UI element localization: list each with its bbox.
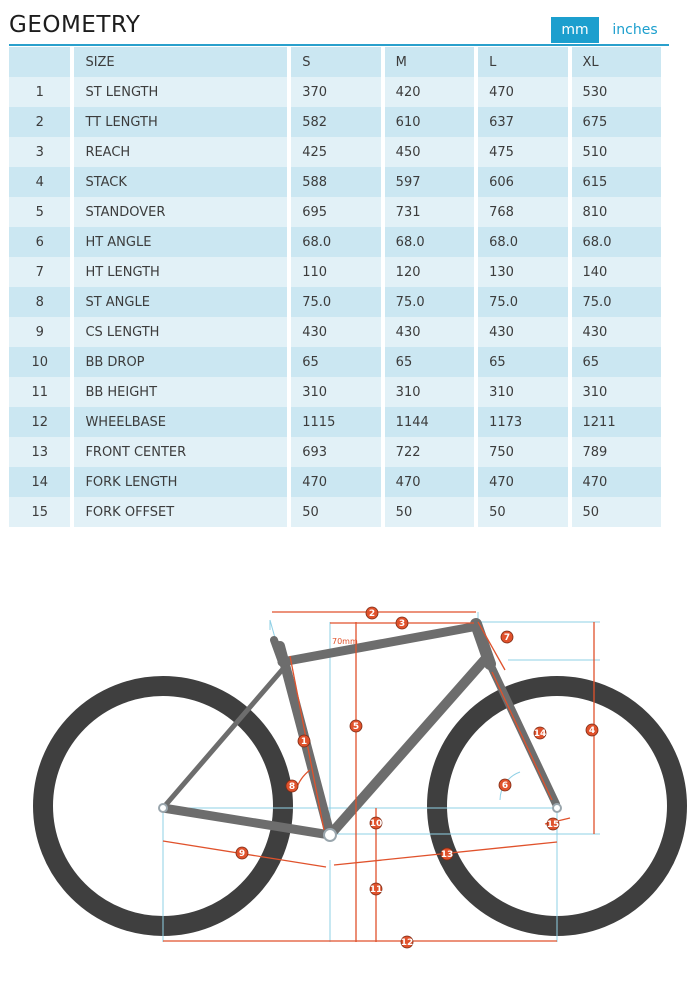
row-number-cell: 8 — [9, 287, 70, 317]
dimension-marker-label: 3 — [398, 619, 406, 629]
table-row — [9, 197, 661, 227]
row-label-cell: HT ANGLE — [74, 227, 287, 257]
dimension-marker-label: 11 — [369, 885, 383, 895]
value-cell-l: 470 — [478, 467, 567, 497]
value-cell-s: 110 — [291, 257, 380, 287]
value-cell-s: 695 — [291, 197, 380, 227]
row-label-cell: FRONT CENTER — [74, 437, 287, 467]
unit-toggle-inches[interactable]: inches — [612, 22, 658, 38]
table-row — [9, 287, 661, 317]
row-number-cell: 12 — [9, 407, 70, 437]
value-cell-m: 597 — [385, 167, 474, 197]
table-row — [9, 407, 661, 437]
value-cell-s: 65 — [291, 347, 380, 377]
value-cell-m: 731 — [385, 197, 474, 227]
row-number-cell: 15 — [9, 497, 70, 527]
value-cell-m: 50 — [385, 497, 474, 527]
geometry-table — [5, 47, 665, 527]
row-number-cell: 9 — [9, 317, 70, 347]
row-number-cell: 5 — [9, 197, 70, 227]
value-cell-l: 68.0 — [478, 227, 567, 257]
top-tube — [282, 626, 478, 662]
row-label-cell: WHEELBASE — [74, 407, 287, 437]
row-number-cell: 6 — [9, 227, 70, 257]
value-cell-xl: 140 — [572, 257, 661, 287]
dimension-marker-label: 5 — [352, 722, 360, 732]
table-row — [9, 257, 661, 287]
value-cell-m: 420 — [385, 77, 474, 107]
value-cell-xl: 75.0 — [572, 287, 661, 317]
value-cell-xl: 310 — [572, 377, 661, 407]
front-axle-icon — [553, 804, 561, 812]
value-cell-m: 68.0 — [385, 227, 474, 257]
dimension-marker-label: 4 — [588, 726, 596, 736]
value-cell-s: 75.0 — [291, 287, 380, 317]
table-row — [9, 317, 661, 347]
value-cell-l: 130 — [478, 257, 567, 287]
value-cell-m: 75.0 — [385, 287, 474, 317]
value-cell-s: 370 — [291, 77, 380, 107]
value-cell-s: 588 — [291, 167, 380, 197]
value-cell-xl: 50 — [572, 497, 661, 527]
chain-stay — [163, 808, 330, 835]
row-number-cell: 11 — [9, 377, 70, 407]
dimension-marker-label: 7 — [503, 633, 511, 643]
value-cell-xl: 510 — [572, 137, 661, 167]
row-label-cell: TT LENGTH — [74, 107, 287, 137]
value-cell-l: 75.0 — [478, 287, 567, 317]
value-cell-s: 425 — [291, 137, 380, 167]
value-cell-l: 430 — [478, 317, 567, 347]
value-cell-s: 310 — [291, 377, 380, 407]
row-label-cell: STANDOVER — [74, 197, 287, 227]
row-label-cell: FORK LENGTH — [74, 467, 287, 497]
table-header-row — [9, 47, 661, 77]
bike-geometry-diagram — [0, 560, 696, 1000]
value-cell-xl: 65 — [572, 347, 661, 377]
bottom-bracket-icon — [324, 829, 336, 841]
table-row — [9, 107, 661, 137]
value-cell-xl: 68.0 — [572, 227, 661, 257]
value-cell-m: 1144 — [385, 407, 474, 437]
row-label-cell: HT LENGTH — [74, 257, 287, 287]
seat-tube-offset-label: 70mm — [332, 637, 358, 646]
value-cell-m: 120 — [385, 257, 474, 287]
header-size-m: M — [385, 47, 474, 77]
value-cell-s: 68.0 — [291, 227, 380, 257]
dimension-marker-label: 14 — [533, 729, 547, 739]
dimension-marker-label: 9 — [238, 849, 246, 859]
value-cell-l: 1173 — [478, 407, 567, 437]
table-row — [9, 227, 661, 257]
header-size-cell: SIZE — [74, 47, 287, 77]
table-row — [9, 347, 661, 377]
value-cell-xl: 675 — [572, 107, 661, 137]
dimension-marker-label: 10 — [369, 819, 383, 829]
value-cell-s: 1115 — [291, 407, 380, 437]
value-cell-s: 693 — [291, 437, 380, 467]
value-cell-m: 610 — [385, 107, 474, 137]
row-number-cell: 7 — [9, 257, 70, 287]
dimension-marker-label: 8 — [288, 782, 296, 792]
title-underline — [9, 44, 669, 46]
row-number-cell: 14 — [9, 467, 70, 497]
table-row — [9, 77, 661, 107]
value-cell-m: 65 — [385, 347, 474, 377]
dimension-marker-label: 6 — [501, 781, 509, 791]
row-label-cell: ST ANGLE — [74, 287, 287, 317]
header-size-xl: XL — [572, 47, 661, 77]
row-number-cell: 2 — [9, 107, 70, 137]
value-cell-xl: 789 — [572, 437, 661, 467]
row-label-cell: BB HEIGHT — [74, 377, 287, 407]
value-cell-m: 430 — [385, 317, 474, 347]
row-number-cell: 10 — [9, 347, 70, 377]
header-num-cell — [9, 47, 70, 77]
value-cell-s: 50 — [291, 497, 380, 527]
table-row — [9, 377, 661, 407]
dimension-marker-label: 13 — [440, 850, 454, 860]
value-cell-s: 470 — [291, 467, 380, 497]
row-label-cell: ST LENGTH — [74, 77, 287, 107]
value-cell-xl: 810 — [572, 197, 661, 227]
value-cell-m: 310 — [385, 377, 474, 407]
dimension-marker-label: 2 — [368, 609, 376, 619]
value-cell-xl: 430 — [572, 317, 661, 347]
row-label-cell: FORK OFFSET — [74, 497, 287, 527]
dimension-marker-label: 1 — [300, 737, 308, 747]
table-row — [9, 167, 661, 197]
value-cell-l: 50 — [478, 497, 567, 527]
row-label-cell: CS LENGTH — [74, 317, 287, 347]
value-cell-m: 450 — [385, 137, 474, 167]
value-cell-m: 722 — [385, 437, 474, 467]
value-cell-l: 65 — [478, 347, 567, 377]
row-number-cell: 13 — [9, 437, 70, 467]
row-label-cell: REACH — [74, 137, 287, 167]
row-label-cell: STACK — [74, 167, 287, 197]
value-cell-xl: 470 — [572, 467, 661, 497]
table-row — [9, 497, 661, 527]
value-cell-l: 475 — [478, 137, 567, 167]
table-row — [9, 437, 661, 467]
value-cell-s: 430 — [291, 317, 380, 347]
value-cell-xl: 1211 — [572, 407, 661, 437]
table-row — [9, 467, 661, 497]
value-cell-l: 606 — [478, 167, 567, 197]
dimension-marker-label: 15 — [546, 820, 560, 830]
value-cell-l: 637 — [478, 107, 567, 137]
value-cell-m: 470 — [385, 467, 474, 497]
header-size-s: S — [291, 47, 380, 77]
dimension-marker-label: 12 — [400, 938, 414, 948]
rear-axle-icon — [159, 804, 167, 812]
value-cell-s: 582 — [291, 107, 380, 137]
value-cell-l: 310 — [478, 377, 567, 407]
table-row — [9, 137, 661, 167]
row-number-cell: 3 — [9, 137, 70, 167]
value-cell-l: 768 — [478, 197, 567, 227]
row-number-cell: 1 — [9, 77, 70, 107]
value-cell-xl: 615 — [572, 167, 661, 197]
page-title: GEOMETRY — [9, 12, 141, 38]
row-number-cell: 4 — [9, 167, 70, 197]
value-cell-l: 470 — [478, 77, 567, 107]
value-cell-xl: 530 — [572, 77, 661, 107]
row-label-cell: BB DROP — [74, 347, 287, 377]
unit-toggle-mm[interactable]: mm — [551, 17, 599, 43]
value-cell-l: 750 — [478, 437, 567, 467]
header-size-l: L — [478, 47, 567, 77]
